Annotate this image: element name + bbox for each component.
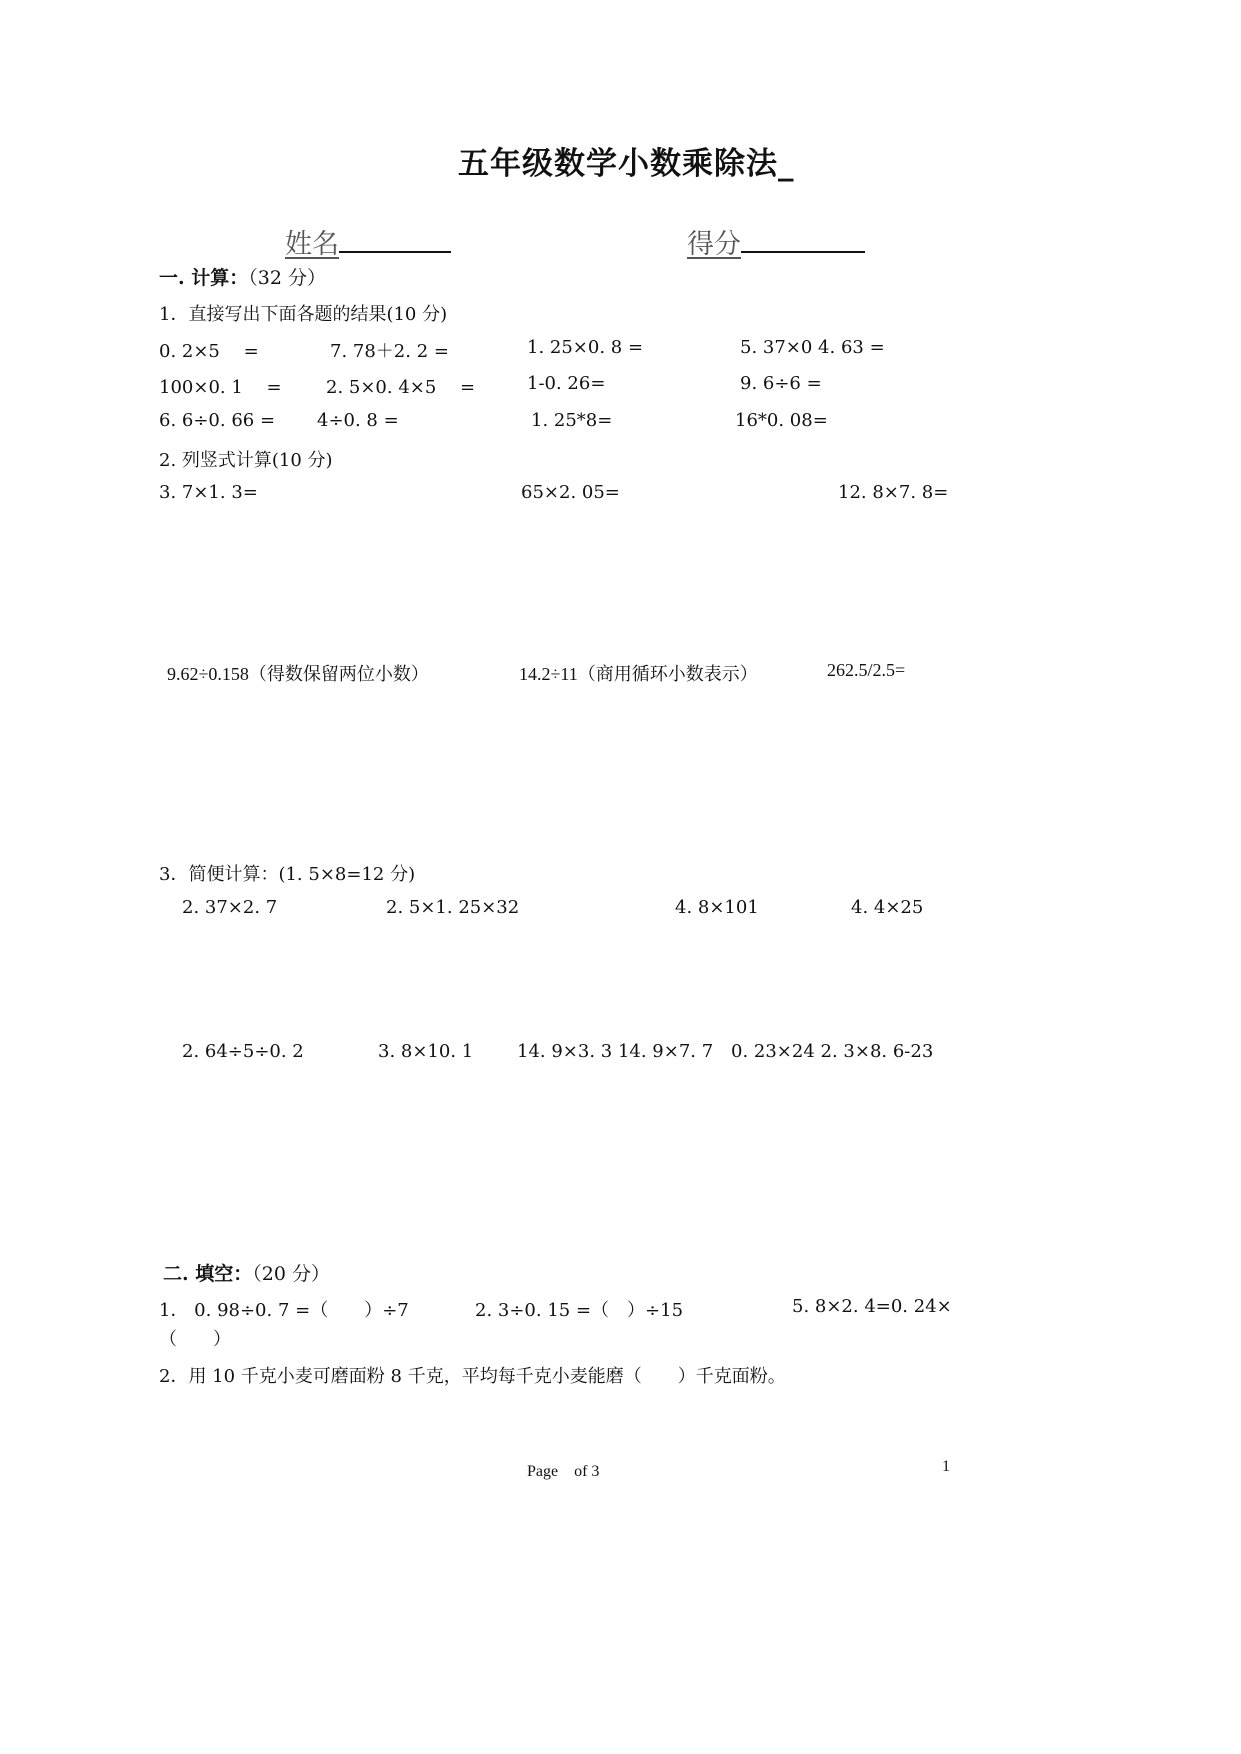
q3-item: 14. 9×3. 3 14. 9×7. 7: [517, 1041, 714, 1062]
name-field[interactable]: [285, 222, 451, 261]
q3-item: 4. 8×101: [675, 897, 759, 918]
section2-points: （20 分）: [252, 1263, 330, 1285]
q3-item: 0. 23×24 2. 3×8. 6-23: [731, 1041, 934, 1062]
q1-item: 7. 78＋2. 2 =: [330, 341, 449, 362]
q2-item: 262.5/2.5=: [827, 660, 906, 680]
q3-item: 4. 4×25: [851, 897, 924, 918]
q3-label: 3．简便计算：(1. 5×8=12 分): [159, 864, 416, 885]
page-title: 五年级数学小数乘除法_: [458, 146, 795, 182]
page-footer: Page of 3: [527, 1463, 600, 1480]
q1-item: 5. 37×0 4. 63 =: [740, 337, 885, 358]
q1-item: 1. 25*8=: [531, 410, 613, 431]
q3-item: 2. 37×2. 7: [182, 897, 278, 918]
q1-item: 4÷0. 8 =: [317, 410, 399, 431]
q1-item: 2. 5×0. 4×5 =: [326, 377, 476, 398]
name-label: 姓名: [285, 229, 339, 260]
q3-item: 2. 64÷5÷0. 2: [182, 1041, 304, 1062]
q1-item: 9. 6÷6 =: [740, 373, 822, 394]
q3-item: 3. 8×10. 1: [378, 1041, 474, 1062]
q1-item: 1. 25×0. 8 =: [527, 337, 644, 358]
q1-item: 0. 2×5 =: [159, 341, 259, 362]
fill-item: 1． 0. 98÷0. 7 =（ ）÷7: [159, 1300, 409, 1321]
section2-heading: [163, 1259, 330, 1286]
q2-item: 3. 7×1. 3=: [159, 482, 258, 503]
fill-item-wrap: （ ）: [159, 1329, 231, 1350]
q2-item: 14.2÷11（商用循环小数表示）: [519, 664, 758, 684]
section1-points: （32 分）: [248, 267, 326, 289]
fill-item: 2．用 10 千克小麦可磨面粉 8 千克，平均每千克小麦能磨（ ）千克面粉。: [159, 1366, 786, 1387]
q2-item: 9.62÷0.158（得数保留两位小数）: [167, 664, 429, 684]
fill-item: 5. 8×2. 4=0. 24×: [792, 1296, 952, 1317]
section2-title: 二. 填空：: [163, 1263, 253, 1285]
q3-item: 2. 5×1. 25×32: [386, 897, 520, 918]
q1-item: 6. 6÷0. 66 =: [159, 410, 276, 431]
q2-item: 65×2. 05=: [521, 482, 620, 503]
score-field[interactable]: [687, 222, 865, 261]
q1-label: 1．直接写出下面各题的结果(10 分): [159, 304, 448, 325]
score-blank[interactable]: [741, 229, 865, 253]
score-label: 得分: [687, 229, 741, 260]
q1-item: 16*0. 08=: [735, 410, 828, 431]
q1-item: 1-0. 26=: [527, 373, 606, 394]
q2-label: 2. 列竖式计算(10 分): [159, 450, 333, 471]
q1-item: 100×0. 1 =: [159, 377, 282, 398]
q2-item: 12. 8×7. 8=: [838, 482, 949, 503]
fill-item: 2. 3÷0. 15 =（ ）÷15: [475, 1300, 684, 1321]
name-blank[interactable]: [339, 229, 451, 253]
page-number: 1: [942, 1458, 950, 1475]
section1-title: 一. 计算：: [159, 267, 249, 289]
section1-heading: [159, 263, 326, 290]
